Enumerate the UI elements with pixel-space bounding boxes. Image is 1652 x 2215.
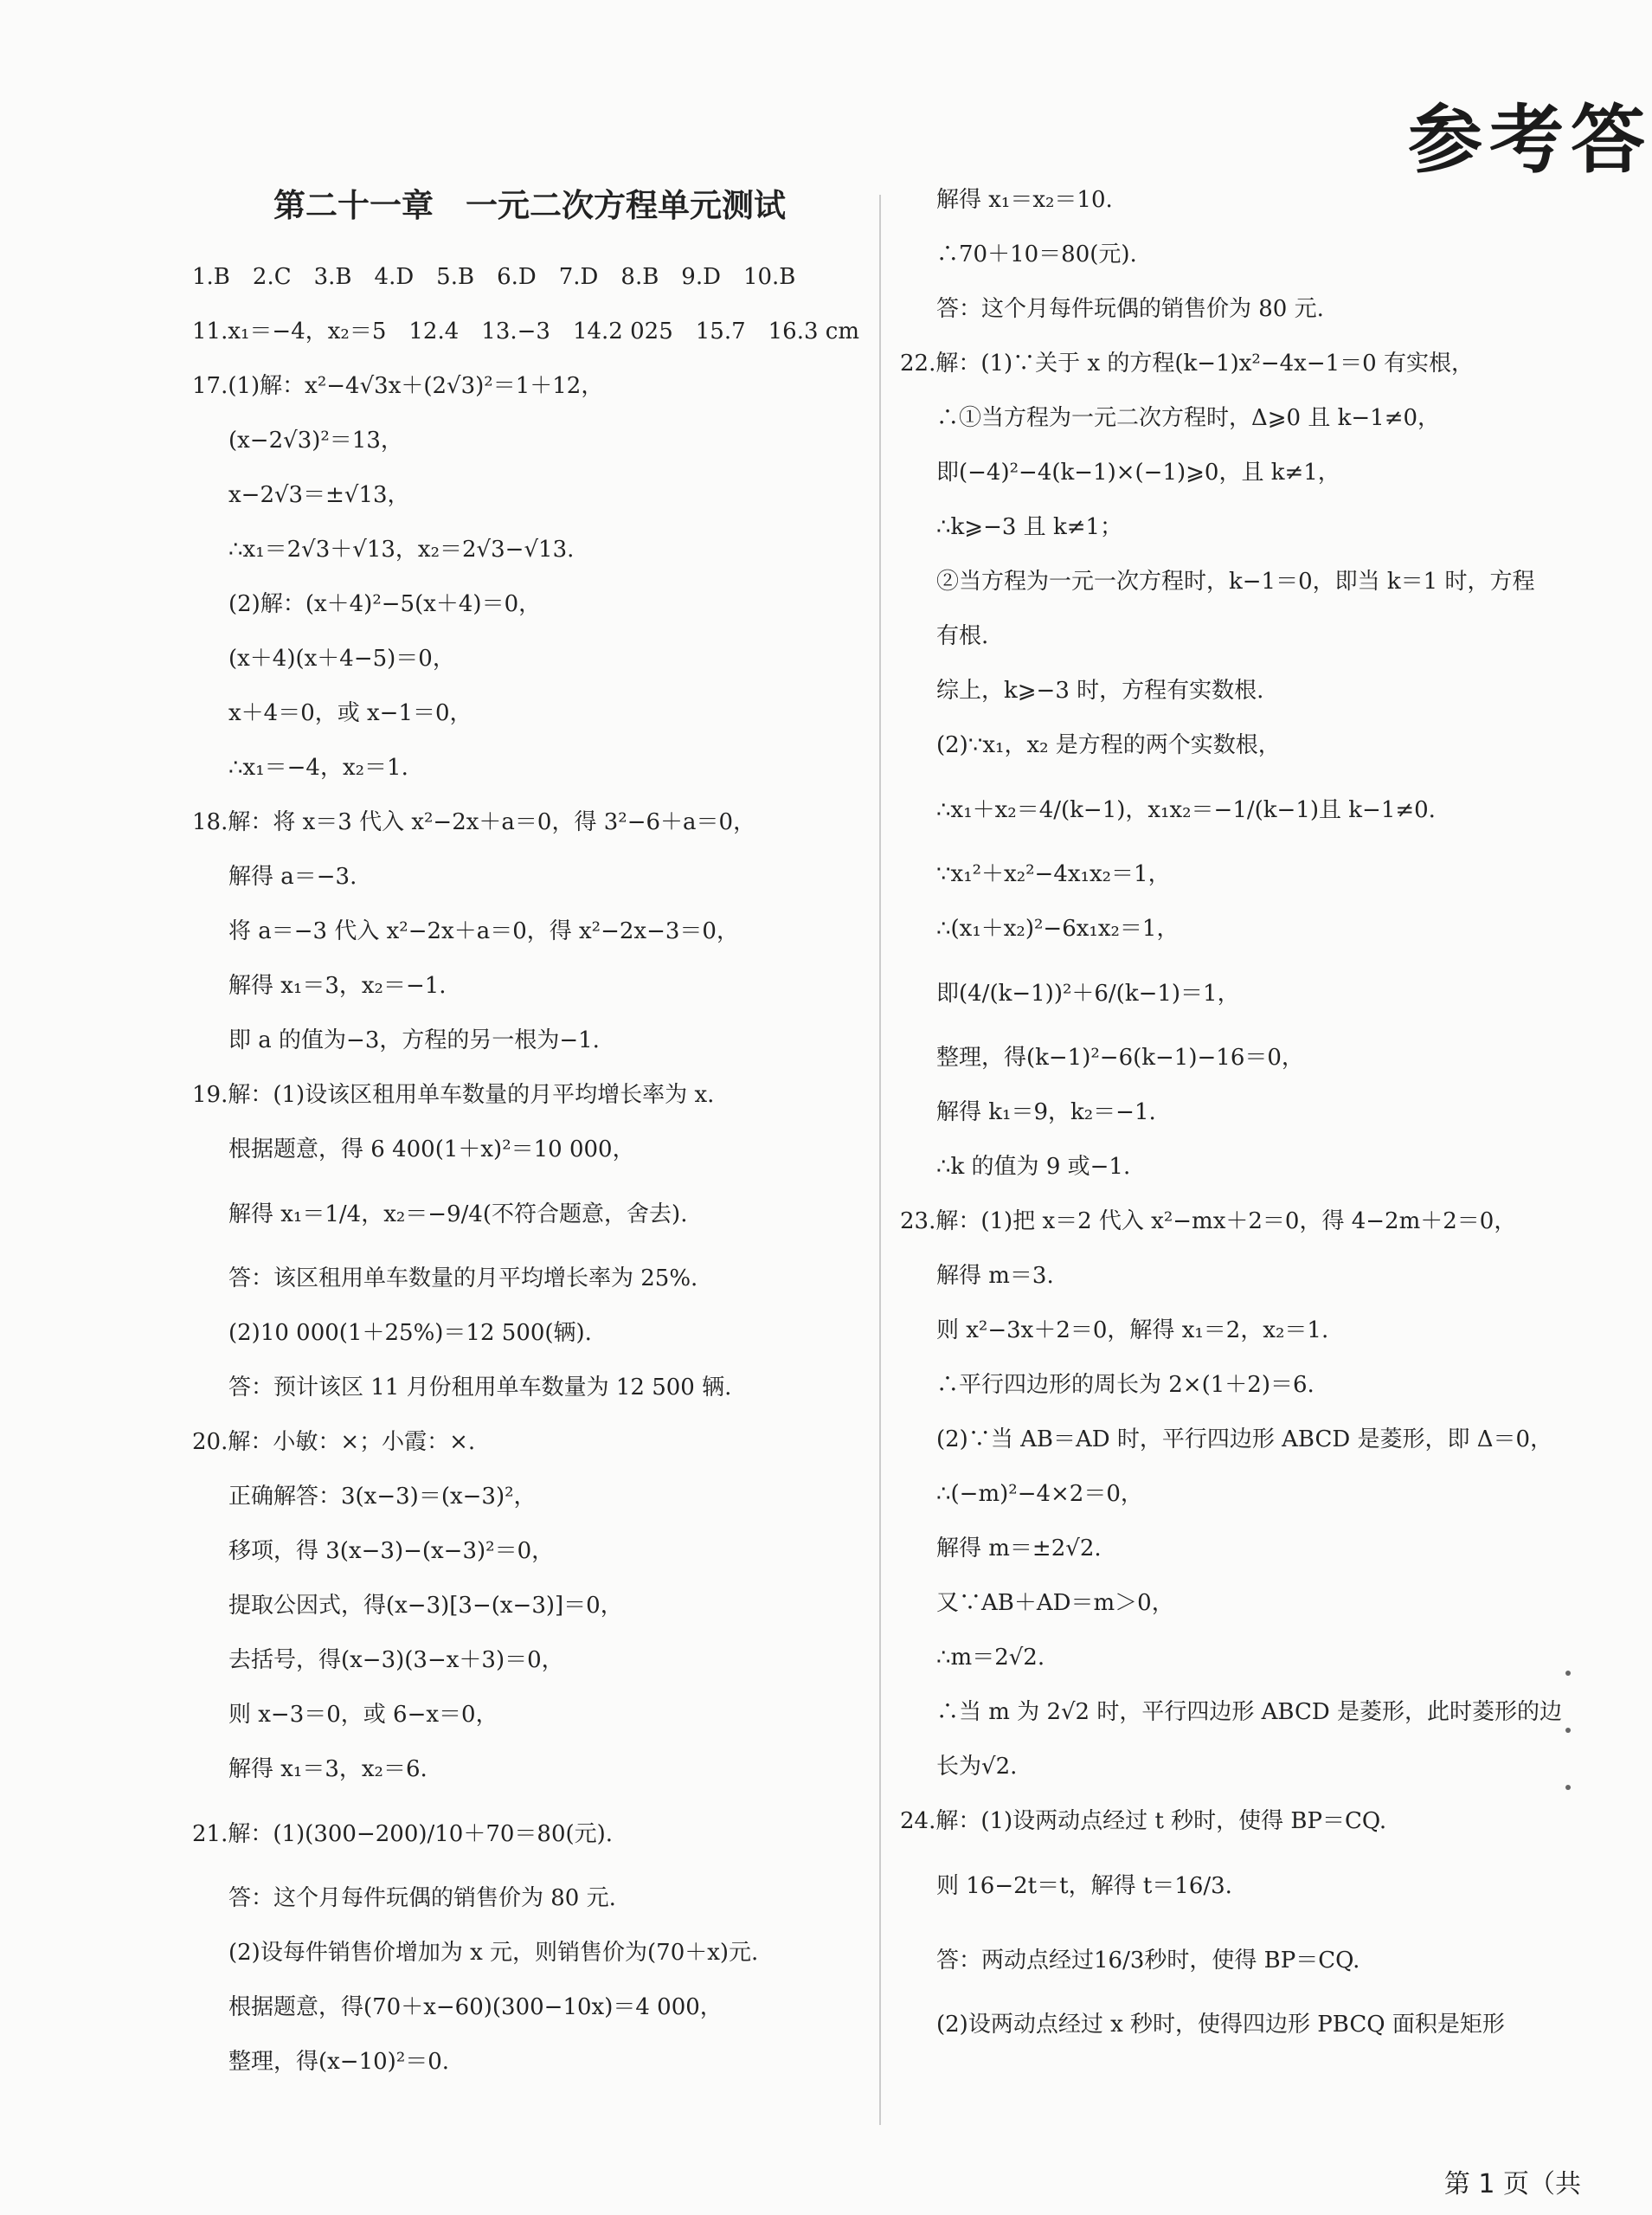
answer-line: 解得 m＝3. bbox=[936, 1263, 1054, 1289]
answer-line: 解得 x₁＝1/4，x₂＝−9/4(不符合题意，舍去). bbox=[228, 1201, 688, 1227]
answer-line: 即(−4)²−4(k−1)×(−1)⩾0，且 k≠1， bbox=[936, 460, 1340, 486]
answer-line: ∴k 的值为 9 或−1. bbox=[936, 1154, 1131, 1180]
answer-line: 有根. bbox=[936, 623, 989, 649]
answer-line: 则 x−3＝0，或 6−x＝0， bbox=[228, 1702, 498, 1728]
answer-line: 将 a＝−3 代入 x²−2x＋a＝0，得 x²−2x−3＝0， bbox=[228, 918, 739, 944]
answer-line: 22.解：(1)∵关于 x 的方程(k−1)x²−4x−1＝0 有实根， bbox=[900, 351, 1474, 377]
answer-line: ∴x₁＝−4，x₂＝1. bbox=[228, 755, 408, 781]
answer-line: x−2√3＝±√13， bbox=[228, 482, 410, 508]
answer-line: 整理，得(x−10)²＝0. bbox=[228, 2049, 450, 2075]
answer-line: 即 a 的值为−3，方程的另一根为−1. bbox=[228, 1027, 600, 1053]
edge-marks bbox=[1565, 1671, 1576, 1842]
answer-line: 解得 x₁＝x₂＝10. bbox=[936, 187, 1113, 213]
answer-line: 移项，得 3(x−3)−(x−3)²＝0， bbox=[228, 1538, 555, 1564]
right-answer-lines bbox=[900, 173, 1566, 2052]
answer-line: (2)10 000(1＋25%)＝12 500(辆). bbox=[228, 1320, 592, 1346]
answer-line: 19.解：(1)设该区租用单车数量的月平均增长率为 x. bbox=[192, 1082, 715, 1108]
answer-line: (2)设每件销售价增加为 x 元，则销售价为(70＋x)元. bbox=[228, 1940, 759, 1966]
answer-line: (2)∵当 AB＝AD 时，平行四边形 ABCD 是菱形，即 Δ＝0， bbox=[936, 1426, 1553, 1452]
answer-line: ∴当 m 为 2√2 时，平行四边形 ABCD 是菱形，此时菱形的边 bbox=[936, 1699, 1562, 1725]
answer-line: 根据题意，得 6 400(1＋x)²＝10 000， bbox=[228, 1136, 635, 1162]
answer-line: 长为√2. bbox=[936, 1754, 1018, 1780]
answer-line: 24.解：(1)设两动点经过 t 秒时，使得 BP＝CQ. bbox=[900, 1808, 1387, 1834]
answer-line: 答：两动点经过16/3秒时，使得 BP＝CQ. bbox=[936, 1948, 1360, 1974]
answer-line: (2)设两动点经过 x 秒时，使得四边形 PBCQ 面积是矩形 bbox=[936, 2012, 1505, 2038]
answer-line: 答：这个月每件玩偶的销售价为 80 元. bbox=[936, 296, 1324, 322]
answer-line: ∴x₁＝2√3＋√13，x₂＝2√3−√13. bbox=[228, 537, 575, 563]
page-footer: 第 1 页（共 bbox=[1443, 2169, 1581, 2199]
answer-line: 正确解答：3(x−3)＝(x−3)²， bbox=[228, 1484, 537, 1510]
answer-line: ∴①当方程为一元二次方程时，Δ⩾0 且 k−1≠0， bbox=[936, 405, 1441, 431]
answer-line: (2)∵x₁，x₂ 是方程的两个实数根， bbox=[936, 732, 1281, 758]
answer-line: 综上，k⩾−3 时，方程有实数根. bbox=[936, 678, 1264, 704]
answer-line: ∴k⩾−3 且 k≠1； bbox=[936, 514, 1123, 540]
answer-line: 解得 a＝−3. bbox=[228, 864, 357, 890]
answer-line: x＋4＝0，或 x−1＝0， bbox=[228, 700, 472, 726]
answer-line: 解得 k₁＝9，k₂＝−1. bbox=[936, 1099, 1156, 1125]
answer-line: (2)解：(x＋4)²−5(x＋4)＝0， bbox=[228, 591, 542, 617]
column-divider bbox=[879, 195, 881, 2125]
answer-line: 整理，得(k−1)²−6(k−1)−16＝0， bbox=[936, 1045, 1304, 1071]
answer-line: ∴m＝2√2. bbox=[936, 1645, 1045, 1671]
left-answer-lines bbox=[192, 250, 867, 2089]
answer-line: ∴(−m)²−4×2＝0， bbox=[936, 1481, 1143, 1507]
answer-line: 18.解：将 x＝3 代入 x²−2x＋a＝0，得 3²−6＋a＝0， bbox=[192, 809, 756, 835]
answer-line: 则 16−2t＝t，解得 t＝16/3. bbox=[936, 1873, 1232, 1899]
answer-line: 解得 m＝±2√2. bbox=[936, 1536, 1102, 1561]
answer-line: 1.B 2.C 3.B 4.D 5.B 6.D 7.D 8.B 9.D 10.B bbox=[192, 264, 796, 290]
answer-line: (x−2√3)²＝13， bbox=[228, 428, 403, 454]
left-column bbox=[192, 186, 867, 2089]
answer-line: ∴70＋10＝80(元). bbox=[936, 241, 1137, 267]
answer-line: 答：预计该区 11 月份租用单车数量为 12 500 辆. bbox=[228, 1375, 732, 1400]
answer-line: 根据题意，得(70＋x−60)(300−10x)＝4 000， bbox=[228, 1994, 723, 2020]
answer-line: ∴平行四边形的周长为 2×(1＋2)＝6. bbox=[936, 1372, 1315, 1398]
answer-line: ∵x₁²＋x₂²−4x₁x₂＝1， bbox=[936, 861, 1171, 887]
answer-line: ②当方程为一元一次方程时，k−1＝0，即当 k＝1 时，方程 bbox=[936, 569, 1535, 595]
answer-line: 解得 x₁＝3，x₂＝−1. bbox=[228, 973, 447, 999]
answer-line: 21.解：(1)(300−200)/10＋70＝80(元). bbox=[192, 1821, 614, 1847]
chapter-title: 第二十一章 一元二次方程单元测试 bbox=[273, 187, 786, 224]
answer-line: 去括号，得(x−3)(3−x＋3)＝0， bbox=[228, 1647, 564, 1673]
answer-line: 17.(1)解：x²−4√3x＋(2√3)²＝1＋12， bbox=[192, 373, 604, 399]
answer-line: 20.解：小敏：×；小霞：×. bbox=[192, 1429, 476, 1455]
answer-line: 解得 x₁＝3，x₂＝6. bbox=[228, 1756, 427, 1782]
answer-line: 即(4/(k−1))²＋6/(k−1)＝1， bbox=[936, 981, 1240, 1007]
answer-line: 23.解：(1)把 x＝2 代入 x²−mx＋2＝0，得 4−2m＋2＝0， bbox=[900, 1208, 1517, 1234]
answer-line: 又∵AB＋AD＝m＞0， bbox=[936, 1590, 1174, 1616]
answer-line: (x＋4)(x＋4−5)＝0， bbox=[228, 646, 455, 672]
answer-line: 答：这个月每件玩偶的销售价为 80 元. bbox=[228, 1885, 616, 1911]
corner-title: 参考答 bbox=[1408, 96, 1652, 184]
answer-line: 答：该区租用单车数量的月平均增长率为 25%. bbox=[228, 1265, 698, 1291]
answer-line: ∴x₁＋x₂＝4/(k−1)，x₁x₂＝−1/(k−1)且 k−1≠0. bbox=[936, 797, 1436, 823]
answer-line: 则 x²−3x＋2＝0，解得 x₁＝2，x₂＝1. bbox=[936, 1317, 1329, 1343]
right-column bbox=[900, 173, 1566, 2052]
answer-line: ∴(x₁＋x₂)²−6x₁x₂＝1， bbox=[936, 916, 1180, 942]
answer-line: 11.x₁＝−4，x₂＝5 12.4 13.−3 14.2 025 15.7 16.3 cm bbox=[192, 319, 859, 344]
answer-line: 提取公因式，得(x−3)[3−(x−3)]＝0， bbox=[228, 1593, 623, 1619]
